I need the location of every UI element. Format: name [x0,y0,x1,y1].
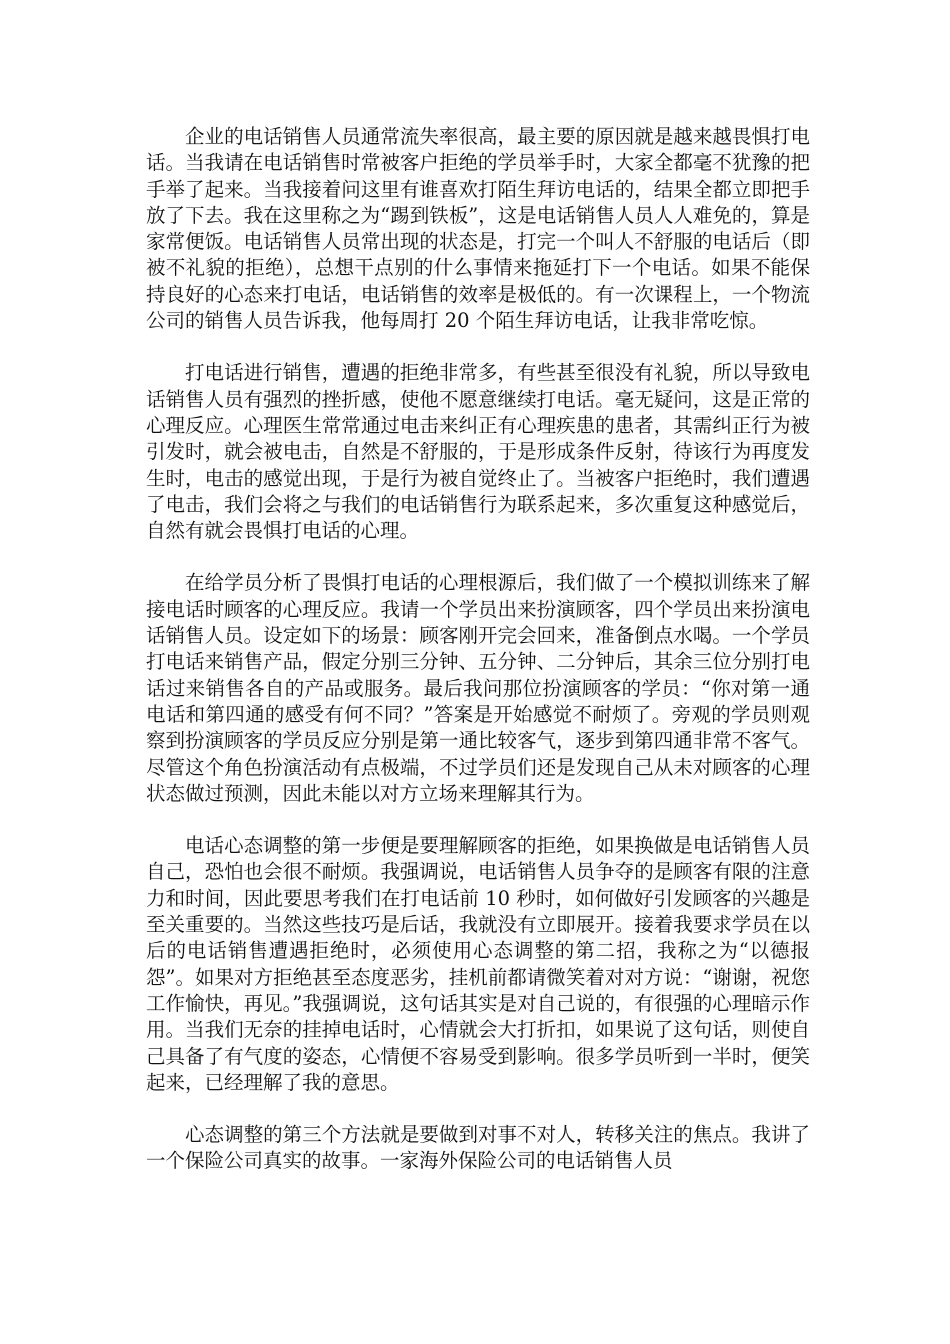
paragraph-4: 电话心态调整的第一步便是要理解顾客的拒绝，如果换做是电话销售人员自己，恐怕也会很不耐烦。我强调说，电话销售人员争夺的是顾客有限的注意力和时间，因此要思考我们在打电话前 10 秒时，如何做好引发顾客的兴趣是至关重要的。当然这些技巧是后话，我就没有立即展开。接着我要求学员在以后的电话销售遭遇拒绝时，必须使用心态调整的第二招，我称之为“以德报怨”。如果对方拒绝甚至态度恶劣，挂机前都请微笑着对对方说：“谢谢，祝您工作愉快，再见。”我强调说，这句话其实是对自己说的，有很强的心理暗示作用。当我们无奈的挂掉电话时，心情就会大打折扣，如果说了这句话，则使自己具备了有气度的姿态，心情便不容易受到影响。很多学员听到一半时，便笑起来，已经理解了我的意思。 [146,834,810,1094]
document-body [146,124,810,1175]
paragraph-3: 在给学员分析了畏惧打电话的心理根源后，我们做了一个模拟训练来了解接电话时顾客的心理反应。我请一个学员出来扮演顾客，四个学员出来扮演电话销售人员。设定如下的场景：顾客刚开完会回来，准备倒点水喝。一个学员打电话来销售产品，假定分别三分钟、五分钟、二分钟后，其余三位分别打电话过来销售各自的产品或服务。最后我问那位扮演顾客的学员：“你对第一通电话和第四通的感受有何不同？”答案是开始感觉不耐烦了。旁观的学员则观察到扮演顾客的学员反应分别是第一通比较客气，逐步到第四通非常不客气。尽管这个角色扮演活动有点极端，不过学员们还是发现自己从未对顾客的心理状态做过预测，因此未能以对方立场来理解其行为。 [146,571,810,805]
paragraph-5: 心态调整的第三个方法就是要做到对事不对人，转移关注的焦点。我讲了一个保险公司真实的故事。一家海外保险公司的电话销售人员 [146,1123,810,1173]
paragraph-1: 企业的电话销售人员通常流失率很高，最主要的原因就是越来越畏惧打电话。当我请在电话销售时常被客户拒绝的学员举手时，大家全都毫不犹豫的把手举了起来。当我接着问这里有谁喜欢打陌生拜访电话的，结果全都立即把手放了下去。我在这里称之为“踢到铁板”，这是电话销售人员人人难免的，算是家常便饭。电话销售人员常出现的状态是，打完一个叫人不舒服的电话后（即被不礼貌的拒绝），总想干点别的什么事情来拖延打下一个电话。如果不能保持良好的心态来打电话，电话销售的效率是极低的。有一次课程上，一个物流公司的销售人员告诉我，他每周打 20 个陌生拜访电话，让我非常吃惊。 [146,125,810,333]
paragraph-2: 打电话进行销售，遭遇的拒绝非常多，有些甚至很没有礼貌，所以导致电话销售人员有强烈的挫折感，使他不愿意继续打电话。毫无疑问，这是正常的心理反应。心理医生常常通过电击来纠正有心理疾患的患者，其需纠正行为被引发时，就会被电击，自然是不舒服的，于是形成条件反射，待该行为再度发生时，电击的感觉出现，于是行为被自觉终止了。当被客户拒绝时，我们遭遇了电击，我们会将之与我们的电话销售行为联系起来，多次重复这种感觉后，自然有就会畏惧打电话的心理。 [146,361,810,543]
